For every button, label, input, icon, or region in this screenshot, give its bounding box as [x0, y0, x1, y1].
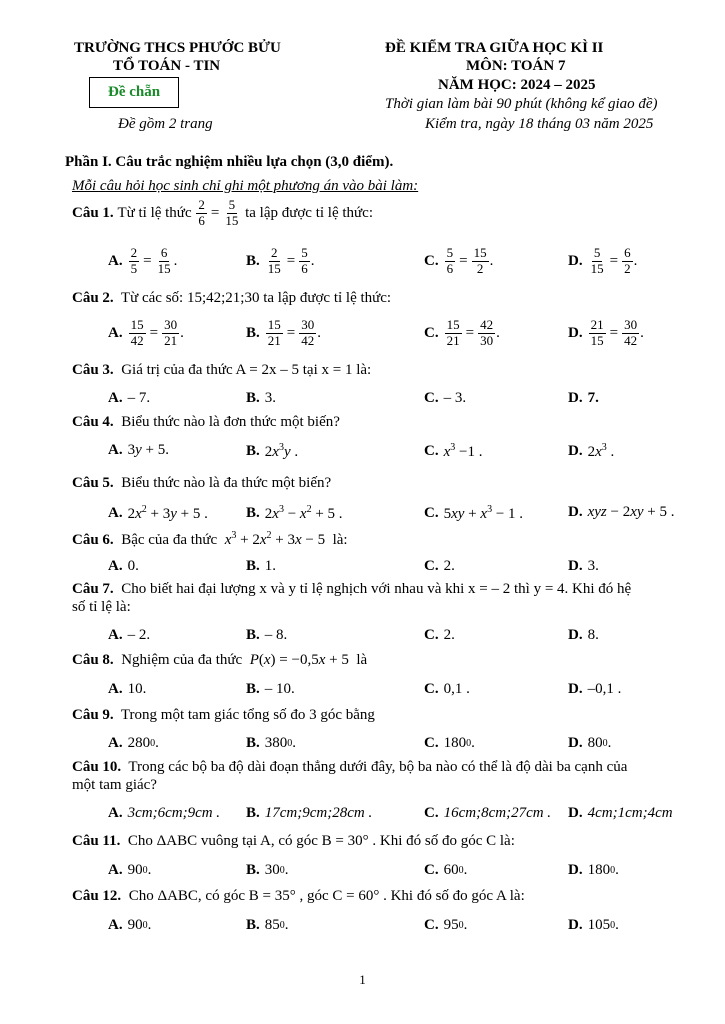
fraction: $\frac{2}{6}$ [198, 197, 205, 228]
duration: Thời gian làm bài 90 phút (không kể giao đề) [385, 96, 658, 112]
q8-option-c: C. 0,1 . [424, 681, 470, 697]
question-5: Câu 5. Biểu thức nào là đa thức một biến? [72, 475, 332, 491]
q3-option-d: D. 7. [568, 390, 599, 406]
q7-option-c: C. 2. [424, 627, 455, 643]
q4-option-c: C. $x^3 -1$ . [424, 442, 483, 460]
q5-option-b: B. $2x^3 - x^2 + 5$ . [246, 504, 343, 522]
q11-option-b: B. 30 0 . [246, 862, 289, 878]
question-11: Câu 11. Cho ΔABC vuông tại A, có góc B = 30° . Khi đó số đo góc C là: [72, 833, 515, 849]
q3-option-b: B. 3. [246, 390, 277, 406]
q4-option-b: B. $2x^3y$ . [246, 442, 299, 460]
q7-option-a: A. – 2. [108, 627, 151, 643]
question-7: Câu 7. Cho biết hai đại lượng x và y tỉ lệ nghịch với nhau và khi x = – 2 thì y = 4. Khi đó hệ [72, 581, 632, 597]
question-10-cont: một tam giác? [72, 777, 157, 793]
school-year: NĂM HỌC: 2024 – 2025 [438, 77, 596, 93]
question-12: Câu 12. Cho ΔABC, có góc B = 35° , góc C = 60° . Khi đó số đo góc A là: [72, 888, 525, 904]
q2-option-c: C. $\frac{15}{21}$ = $\frac{42}{30}$ . [424, 317, 500, 348]
q12-option-d: D. 105 0 . [568, 917, 619, 933]
q9-option-d: D. 80 0 . [568, 735, 612, 751]
q3-option-c: C. – 3. [424, 390, 467, 406]
q12-option-c: C. 95 0 . [424, 917, 468, 933]
q10-option-d: D. 4cm;1cm;4cm [568, 805, 673, 821]
part-instruction: Mỗi câu hỏi học sinh chỉ ghi một phương án vào bài làm: [72, 178, 419, 194]
q10-option-a: A. 3cm;6cm;9cm . [108, 805, 221, 821]
question-number: Câu 1. [72, 204, 114, 221]
school-name: TRƯỜNG THCS PHƯỚC BỬU [74, 40, 281, 56]
part-title: Phần I. Câu trắc nghiệm nhiều lựa chọn (3,0 điểm). [65, 154, 394, 170]
q8-option-a: A. 10. [108, 681, 147, 697]
q6-option-c: C. 2. [424, 558, 455, 574]
q12-option-a: A. 90 0 . [108, 917, 152, 933]
q3-option-a: A. – 7. [108, 390, 151, 406]
q9-option-c: C. 180 0 . [424, 735, 475, 751]
q4-option-a: A. 3y + 5. [108, 442, 169, 458]
question-9: Câu 9. Trong một tam giác tổng số đo 3 góc bằng [72, 707, 375, 723]
q1-option-c: C. $\frac{5}{6}$ = $\frac{15}{2}$ . [424, 245, 494, 276]
q8-option-b: B. – 10. [246, 681, 295, 697]
exam-title: ĐỀ KIỂM TRA GIỮA HỌC KÌ II [385, 40, 604, 56]
q11-option-a: A. 90 0 . [108, 862, 152, 878]
q9-option-b: B. 380 0 . [246, 735, 297, 751]
q4-option-d: D. $2x^3$ . [568, 442, 615, 460]
page-count-note: Đề gồm 2 trang [118, 116, 213, 132]
question-10: Câu 10. Trong các bộ ba độ dài đoạn thẳng dưới đây, bộ ba nào có thể là độ dài ba cạnh của [72, 759, 628, 775]
q2-option-a: A. $\frac{15}{42}$ = $\frac{30}{21}$ . [108, 317, 184, 348]
exam-date: Kiểm tra, ngày 18 tháng 03 năm 2025 [425, 116, 654, 132]
q5-option-d: D. xyz − 2xy + 5 . [568, 504, 675, 520]
q2-option-b: B. $\frac{15}{21}$ = $\frac{30}{42}$ . [246, 317, 321, 348]
fraction: $\frac{5}{15}$ [225, 197, 239, 228]
variant-badge: Đề chẵn [89, 77, 179, 108]
q10-option-b: B. 17cm;9cm;28cm . [246, 805, 373, 821]
question-2: Câu 2. Từ các số: 15;42;21;30 ta lập được tỉ lệ thức: [72, 290, 392, 306]
question-1: Câu 1. Từ tỉ lệ thức $\frac{2}{6}$ = $\frac{5}{15}$ ta lập được tỉ lệ thức: [72, 197, 373, 228]
q5-option-a: A. $2x^2 + 3y + 5$ . [108, 504, 208, 522]
q11-option-c: C. 60 0 . [424, 862, 468, 878]
question-4: Câu 4. Biểu thức nào là đơn thức một biến? [72, 414, 340, 430]
question-8: Câu 8. Nghiệm của đa thức P(x) = −0,5x + 5 là [72, 652, 368, 668]
q2-option-d: D. $\frac{21}{15}$ = $\frac{30}{42}$ . [568, 317, 644, 348]
q1-option-a: A. $\frac{2}{5}$ = $\frac{6}{15}$ . [108, 245, 178, 276]
question-3: Câu 3. Giá trị của đa thức A = 2x – 5 tại x = 1 là: [72, 362, 372, 378]
q11-option-d: D. 180 0 . [568, 862, 619, 878]
q5-option-c: C. $5xy + x^3 - 1$ . [424, 504, 524, 522]
question-6: Câu 6. Bậc của đa thức $x^3 + 2x^2 + 3x - 5$ là: [72, 530, 348, 548]
q7-option-b: B. – 8. [246, 627, 288, 643]
q1-option-b: B. $\frac{2}{15}$ = $\frac{5}{6}$ . [246, 245, 315, 276]
q6-option-a: A. 0. [108, 558, 139, 574]
q6-option-d: D. 3. [568, 558, 599, 574]
q12-option-b: B. 85 0 . [246, 917, 289, 933]
q1-option-d: D. $\frac{5}{15}$ = $\frac{6}{2}$ . [568, 245, 638, 276]
q10-option-c: C. 16cm;8cm;27cm . [424, 805, 552, 821]
department-name: TỔ TOÁN - TIN [113, 58, 221, 74]
q7-option-d: D. 8. [568, 627, 599, 643]
q6-option-b: B. 1. [246, 558, 277, 574]
question-text-end: ta lập được tỉ lệ thức: [245, 204, 373, 221]
q8-option-d: D. –0,1 . [568, 681, 622, 697]
question-text: Từ tỉ lệ thức [117, 204, 192, 221]
q9-option-a: A. 280 0 . [108, 735, 159, 751]
question-7-cont: số tỉ lệ là: [72, 599, 131, 615]
page-number: 1 [359, 972, 366, 987]
subject: MÔN: TOÁN 7 [466, 58, 566, 74]
